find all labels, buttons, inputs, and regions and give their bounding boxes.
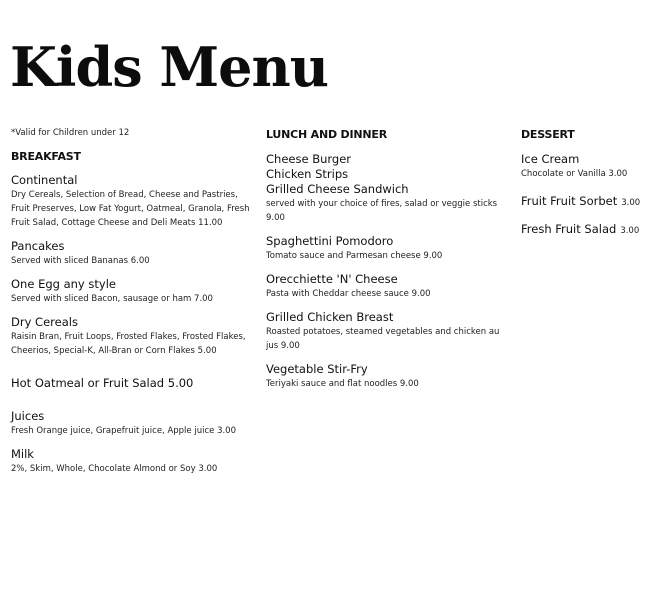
item-name: Cheese Burger [266,152,351,166]
item-name: Spaghettini Pomodoro [266,234,394,248]
menu-item [11,376,251,391]
lunch-dinner-column [266,128,506,400]
menu-item [11,239,251,268]
item-name: Ice Cream [521,152,580,166]
item-name: One Egg any style [11,277,116,291]
breakfast-column [11,128,251,485]
item-price: 3.00 [621,198,641,208]
item-name: Hot Oatmeal or Fruit Salad 5.00 [11,376,194,390]
menu-item [266,310,506,353]
item-desc: Served with sliced Bacon, sausage or ham 7.00 [11,294,213,304]
menu-item [521,218,649,237]
menu-item [11,277,251,306]
item-desc: Pasta with Cheddar cheese sauce 9.00 [266,289,431,299]
menu-item [521,190,649,209]
item-name: Chicken Strips [266,167,349,181]
menu-item-group [266,152,506,225]
menu-item [11,315,251,358]
menu-item [266,234,506,263]
age-note: *Valid for Children under 12 [11,128,130,138]
item-name: Pancakes [11,239,65,253]
item-name: Dry Cereals [11,315,78,329]
item-name: Milk [11,447,34,461]
menu-item [11,173,251,230]
item-desc: Fresh Orange juice, Grapefruit juice, Apple juice 3.00 [11,426,236,436]
item-name: Grilled Cheese Sandwich [266,182,409,196]
item-desc: Roasted potatoes, steamed vegetables and chicken au jus 9.00 [266,327,500,351]
menu-item [11,409,251,438]
item-name: Vegetable Stir-Fry [266,362,368,376]
menu-item [521,152,649,181]
item-name: Grilled Chicken Breast [266,310,394,324]
dessert-column [521,128,649,246]
item-desc: 2%, Skim, Whole, Chocolate Almond or Soy 3.00 [11,464,218,474]
menu-item [11,447,251,476]
item-desc: Chocolate or Vanilla 3.00 [521,169,628,179]
item-price: 3.00 [620,226,640,236]
item-name: Fresh Fruit Salad [521,222,617,236]
item-desc: Raisin Bran, Fruit Loops, Frosted Flakes, Frosted Flakes, Cheerios, Special-K, All-Bran or Corn Flakes 5.00 [11,332,246,356]
dessert-heading: DESSERT [521,128,575,141]
breakfast-heading: BREAKFAST [11,150,81,163]
item-name: Continental [11,173,78,187]
menu-item [266,272,506,301]
item-desc: Teriyaki sauce and flat noodles 9.00 [266,379,419,389]
item-desc: Served with sliced Bananas 6.00 [11,256,150,266]
menu-item [266,362,506,391]
lunch-heading: LUNCH AND DINNER [266,128,387,141]
page-title: Kids Menu [10,35,329,99]
item-name: Orecchiette 'N' Cheese [266,272,398,286]
item-desc: served with your choice of fires, salad or veggie sticks 9.00 [266,199,498,223]
item-desc: Dry Cereals, Selection of Bread, Cheese and Pastries, Fruit Preserves, Low Fat Yogurt, Oatmeal, Granola, Fresh Fruit Salad, Cottage Cheese and Deli Meats 11.00 [11,190,250,228]
item-desc: Tomato sauce and Parmesan cheese 9.00 [266,251,443,261]
item-name: Juices [11,409,45,423]
item-name: Fruit Fruit Sorbet [521,194,618,208]
